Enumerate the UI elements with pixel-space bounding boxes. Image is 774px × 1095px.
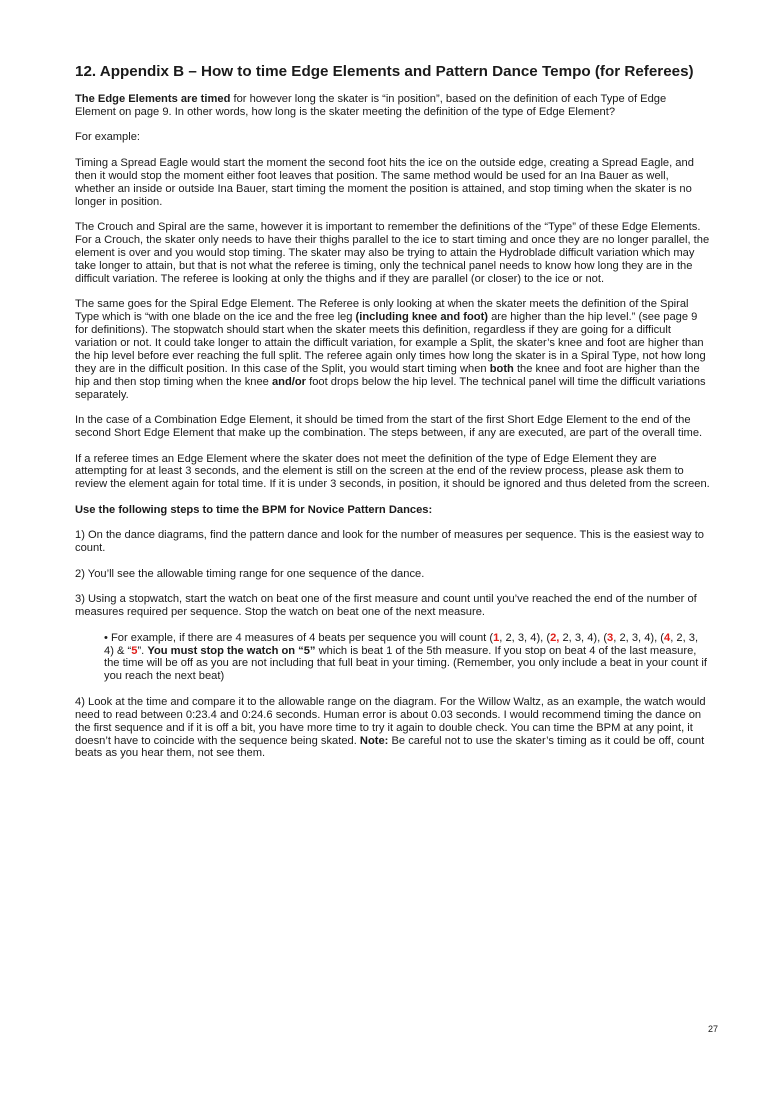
intro-bold-lead: The Edge Elements are timed — [75, 93, 231, 105]
document-page — [75, 62, 710, 773]
paragraph-under-three-seconds: If a referee times an Edge Element where the skater does not meet the definition of the type of Edge Element they are attempting for at least 3 seconds, and the element is still on the screen at the end of the review process, please ask them to review the element again for total time. If it is under 3 seconds, in position, it should be ignored and thus deleted from the screen. — [75, 452, 710, 491]
spiral-bold-f: and/or — [271, 375, 306, 388]
bullet-bold-stop: You must stop the watch on “5” — [147, 644, 316, 657]
bullet-text-6: which is beat 1 of the 5th measure. If you stop on beat 4 of the last measure, the time will be off as you are not including that full beat in your timing. (Remember, you only include a beat in your count if you reach the next beat) — [104, 644, 707, 683]
step-2: 2) You’ll see the allowable timing range for one sequence of the dance. — [75, 567, 425, 580]
page-number: 27 — [707, 1024, 718, 1034]
beat-number-5: 5 — [131, 644, 138, 657]
note-label: Note: — [359, 734, 389, 747]
paragraph-for-example: For example: — [75, 131, 141, 144]
spiral-text-g: foot drops below the hip level. The technical panel will time the difficult variations separately. — [75, 375, 706, 401]
spiral-bold-b: (including knee and foot) — [355, 311, 488, 324]
bpm-steps-heading — [75, 504, 710, 517]
spiral-bold-d: both — [489, 362, 514, 375]
spiral-text-c: are higher than the hip level.” (see page 9 for definitions). The stopwatch should start when the skater meets this definition, regardless if they are going for a difficult variation or not. It could take longer to attain the difficult variation, for example a Split, the skater’s knee and foot are higher than the hip level before ever reaching the full split. The referee again only times how long the skater is in a Spiral Type, not how long they are in the difficult position. In this case of the Split, you would start timing when — [75, 311, 706, 375]
section-heading: 12. Appendix B – How to time Edge Elements and Pattern Dance Tempo (for Referees) — [75, 63, 694, 80]
paragraph-spread-eagle: Timing a Spread Eagle would start the moment the second foot hits the ice on the outside edge, creating a Spread Eagle, and then it would stop the moment either foot leaves that position. The same method would be used for an Ina Bauer as well, whether an inside or outside Ina Bauer, start timing the moment the position is attained, and stop timing when the skater is no longer in position. — [75, 156, 694, 208]
bullet-text-4: , 2, 3, 4) & “ — [104, 631, 699, 657]
step-4-text: 4) Look at the time and compare it to the allowable range on the diagram. For the Willow Waltz, as an example, the watch would need to read between 0:23.4 and 0:24.6 seconds. Human error is about 0.03 seconds. I would recommend timing the dance on the first sequence and if it is off a bit, you have more time to try it again to double check. You can time the BPM at any point, it doesn’t have to coincide with the sequence being skated. — [75, 695, 706, 747]
paragraph-combination: In the case of a Combination Edge Element, it should be timed from the start of the first Short Edge Element to the end of the second Short Edge Element that make up the combination. The steps between, if any are executed, are part of the overall time. — [75, 414, 703, 439]
note-text: Be careful not to use the skater’s timing as it could be off, count beats as you hear them, not see them. — [75, 734, 705, 760]
beat-number-3: 3 — [607, 631, 614, 644]
beat-number-2: 2, — [550, 631, 560, 644]
bullet-text-2: 2, 3, 4), ( — [559, 631, 608, 644]
beat-number-1: 1 — [493, 631, 500, 644]
spiral-text-a: The same goes for the Spiral Edge Element. The Referee is only looking at when the skater meets the definition of the Spiral Type which is “with one blade on the ice and the free leg — [75, 298, 689, 324]
step-1: 1) On the dance diagrams, find the pattern dance and look for the number of measures per sequence. This is the easiest way to count. — [75, 529, 704, 555]
bullet-text-1: , 2, 3, 4), ( — [499, 631, 551, 644]
intro-text: for however long the skater is “in position”, based on the definition of each Type of Edge Element on page 9. In other words, how long is the skater meeting the definition of the type of Edge Element? — [75, 93, 667, 118]
beat-number-4: 4 — [664, 631, 671, 644]
bullet-text-3: , 2, 3, 4), ( — [613, 631, 665, 644]
bullet-text-0: • For example, if there are 4 measures of 4 beats per sequence you will count ( — [104, 631, 494, 644]
spiral-text-e: the knee and foot are higher than the hip and then stop timing when the knee — [75, 362, 700, 388]
paragraph-spiral-element — [75, 298, 710, 401]
step-3: 3) Using a stopwatch, start the watch on beat one of the first measure and count until you’ve reached the end of the number of measures required per sequence. Stop the watch on beat one of the next measure. — [75, 593, 697, 619]
paragraph-edge-elements-intro — [75, 93, 710, 119]
bullet-text-5: ”. — [137, 644, 148, 657]
paragraph-crouch-spiral: The Crouch and Spiral are the same, however it is important to remember the definitions of the “Type” of these Edge Elements. For a Crouch, the skater only needs to have their thighs parallel to the ice to start timing and once they are no longer parallel, the element is over and you would stop timing. The skater may also be trying to attain the Hydroblade difficult variation which may take longer to attain, but that is not what the referee is timing, only the technical panel needs to know how long they are in the difficult variation. The referee is looking at only the thighs and if they are parallel (or closer) to the ice or not. — [75, 221, 710, 285]
step-4 — [75, 696, 710, 761]
bpm-steps-heading-text: Use the following steps to time the BPM for Novice Pattern Dances: — [75, 503, 433, 516]
bullet-example — [104, 632, 710, 684]
